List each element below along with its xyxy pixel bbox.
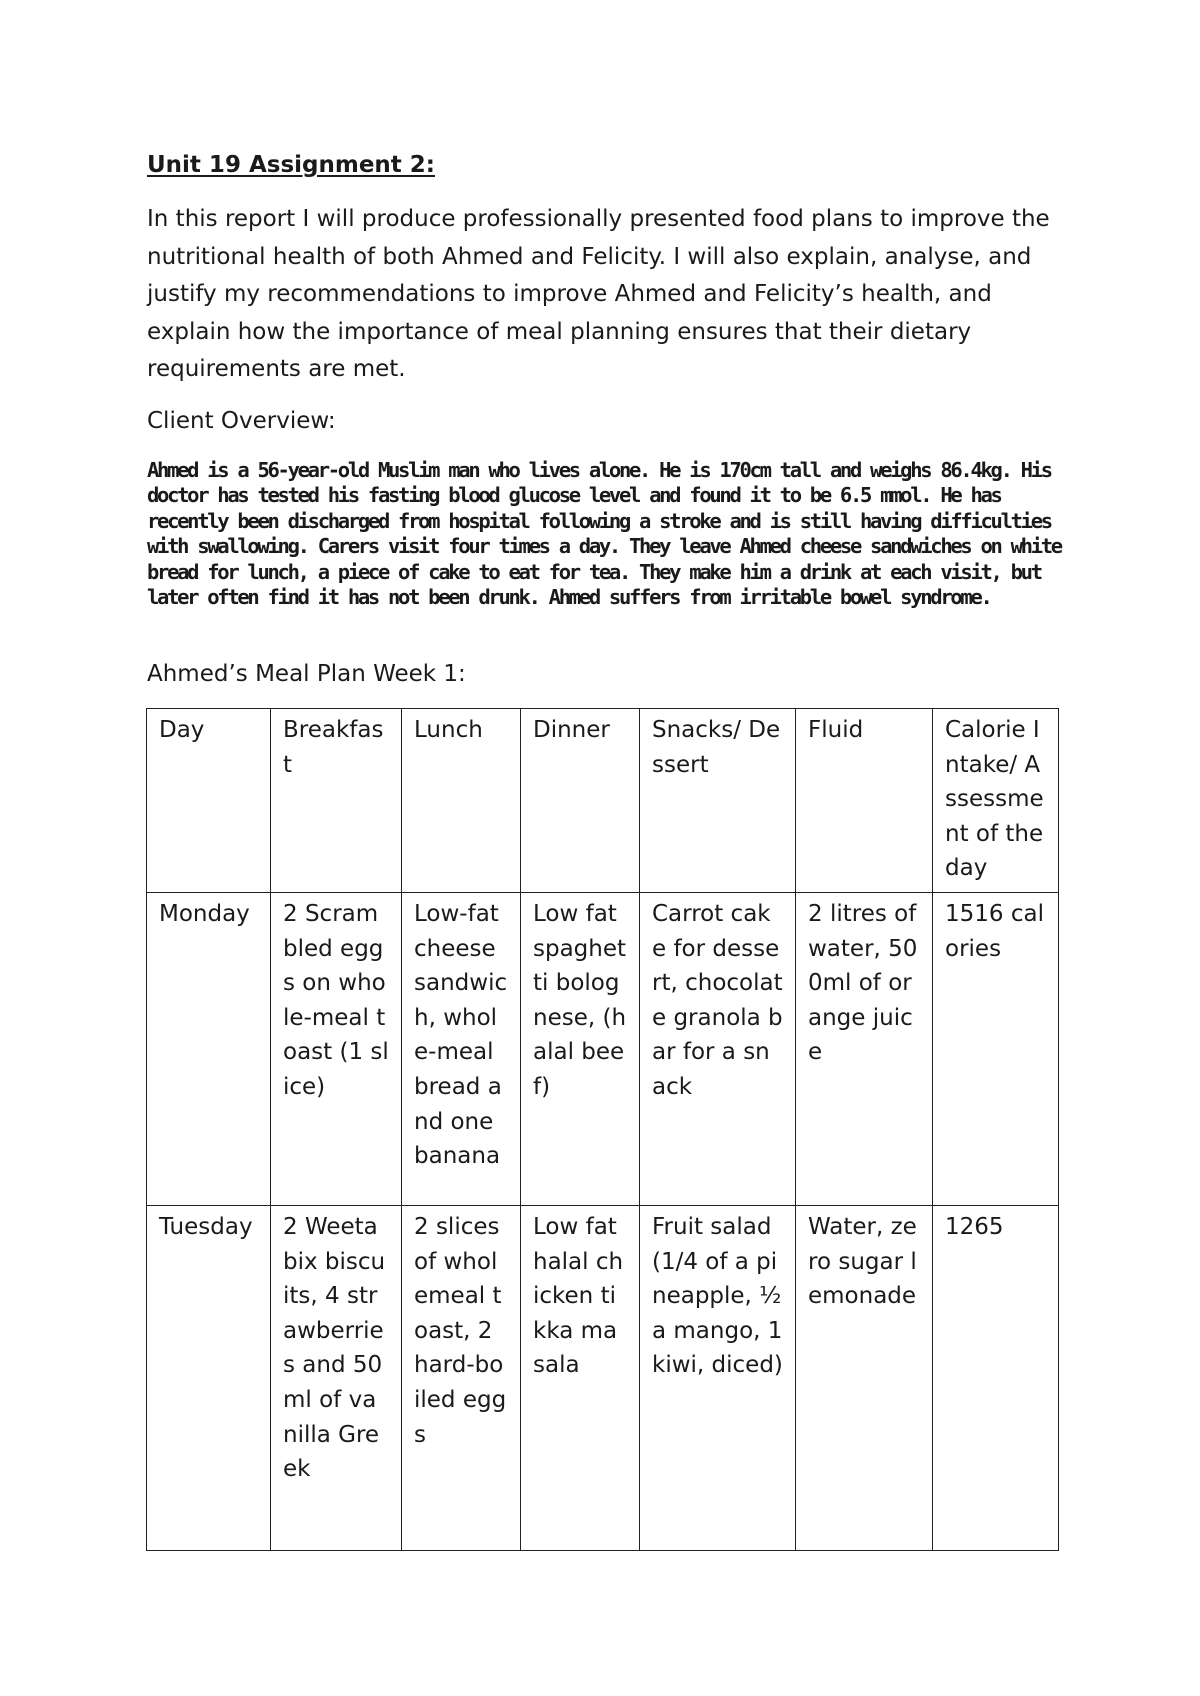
- document-title: Unit 19 Assignment 2:: [147, 152, 435, 178]
- header-fluid: Fluid: [796, 709, 933, 893]
- header-lunch: Lunch: [402, 709, 521, 893]
- meal-plan-heading: Ahmed’s Meal Plan Week 1:: [147, 661, 466, 687]
- cell-fluid: 2 litres of water, 500ml of orange juice: [796, 892, 933, 1205]
- header-breakfast: Breakfast: [271, 709, 402, 893]
- client-overview-heading: Client Overview:: [147, 408, 336, 434]
- header-snacks-dessert: Snacks/ Dessert: [640, 709, 796, 893]
- cell-day: Monday: [147, 892, 271, 1205]
- cell-snacks: Fruit salad (1/4 of a pineapple, ½ a mango, 1 kiwi, diced): [640, 1205, 796, 1550]
- cell-lunch: Low-fat cheese sandwich, whole-meal bread and one banana: [402, 892, 521, 1205]
- header-calorie-intake: Calorie Intake/ Assessment of the day: [933, 709, 1059, 893]
- cell-breakfast: 2 Scrambled eggs on whole-meal toast (1 slice): [271, 892, 402, 1205]
- table-row: [147, 892, 1059, 1205]
- table-header-row: [147, 709, 1059, 893]
- cell-breakfast: 2 Weetabix biscuits, 4 strawberries and 50ml of vanilla Greek: [271, 1205, 402, 1550]
- cell-calories: 1516 calories: [933, 892, 1059, 1205]
- cell-fluid: Water, zero sugar lemonade: [796, 1205, 933, 1550]
- cell-day: Tuesday: [147, 1205, 271, 1550]
- table-row: [147, 1205, 1059, 1550]
- cell-dinner: Low fat spaghetti bolognese, (halal beef): [521, 892, 640, 1205]
- cell-calories: 1265: [933, 1205, 1059, 1550]
- header-dinner: Dinner: [521, 709, 640, 893]
- client-overview-text: Ahmed is a 56-year-old Muslim man who lives alone. He is 170cm tall and weighs 86.4kg. His doctor has tested his fasting blood glucose level and found it to be 6.5 mmol. He has recently been discharged from hospital following a stroke and is still having difficulties with swallowing. Carers visit four times a day. They leave Ahmed cheese sandwiches on white bread for lunch, a piece of cake to eat for tea. They make him a drink at each visit, but later often find it has not been drunk. Ahmed suffers from irritable bowel syndrome.: [147, 458, 1061, 610]
- cell-dinner: Low fat halal chicken tikka masala: [521, 1205, 640, 1550]
- intro-paragraph: In this report I will produce professionally presented food plans to improve the nutritional health of both Ahmed and Felicity. I will also explain, analyse, and justify my recommendations to improve Ahmed and Felicity’s health, and explain how the importance of meal planning ensures that their dietary requirements are met.: [147, 206, 1050, 383]
- meal-plan-table: [146, 708, 1059, 1551]
- header-day: Day: [147, 709, 271, 893]
- cell-lunch: 2 slices of wholemeal toast, 2 hard-boiled eggs: [402, 1205, 521, 1550]
- cell-snacks: Carrot cake for dessert, chocolate granola bar for a snack: [640, 892, 796, 1205]
